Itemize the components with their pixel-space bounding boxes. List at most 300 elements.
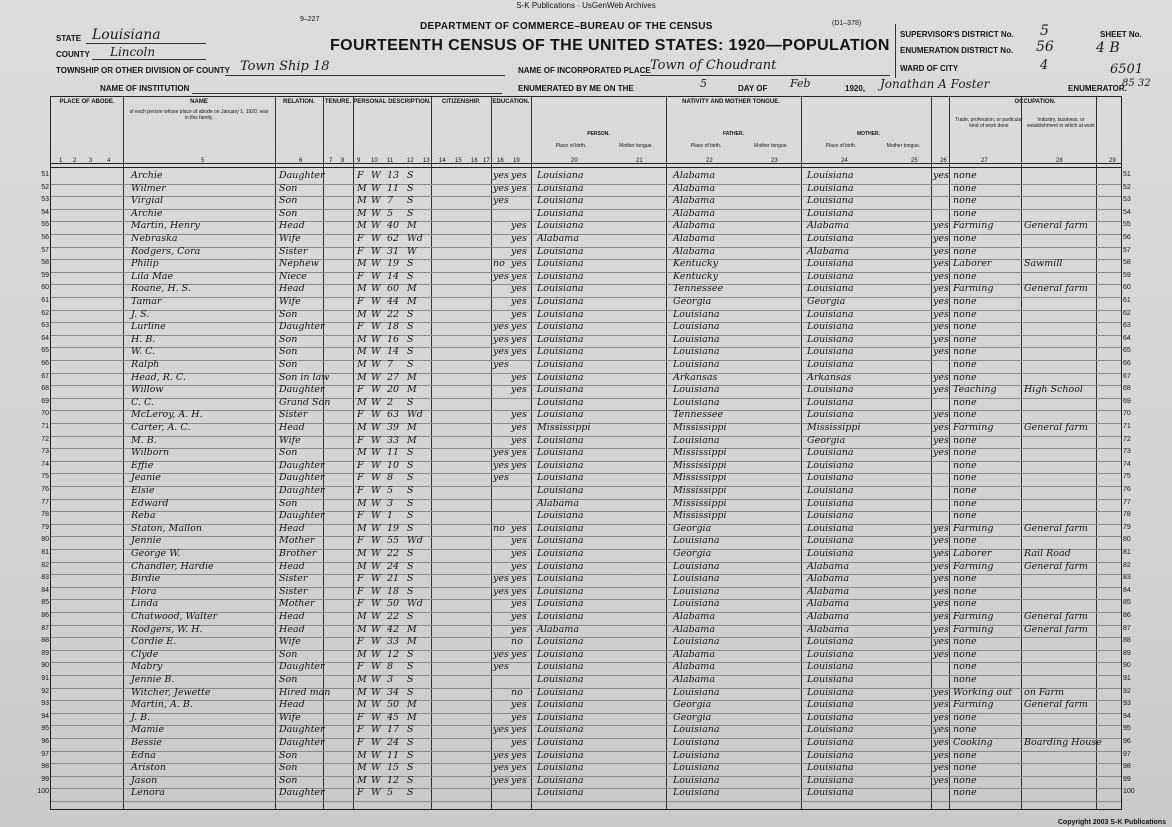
name-cell: Tamar bbox=[131, 296, 162, 307]
department-heading: DEPARTMENT OF COMMERCE–BUREAU OF THE CENSUS bbox=[420, 21, 713, 32]
sex-cell: F bbox=[357, 661, 364, 673]
mother-pob-header: Place of birth. bbox=[825, 143, 857, 149]
mother-birthplace-cell: Louisiana bbox=[807, 207, 854, 219]
birthplace-cell: Louisiana bbox=[537, 447, 584, 459]
relation-cell: Son bbox=[279, 749, 298, 761]
industry-cell: Boarding House bbox=[1024, 737, 1102, 748]
column-number: 15 bbox=[455, 158, 462, 164]
birthplace-cell: Louisiana bbox=[537, 258, 584, 270]
father-birthplace-cell: Kentucky bbox=[673, 270, 718, 282]
line-number: 69 bbox=[41, 397, 49, 405]
father-birthplace-cell: Louisiana bbox=[673, 787, 720, 799]
line-number-right: 67 bbox=[1123, 372, 1131, 380]
marital-cell: S bbox=[407, 497, 414, 509]
father-birthplace-cell: Alabama bbox=[673, 674, 715, 685]
race-cell: W bbox=[371, 535, 381, 547]
line-number: 55 bbox=[41, 221, 49, 229]
read-cell: yes bbox=[511, 283, 527, 295]
birthplace-cell: Louisiana bbox=[537, 472, 584, 484]
relation-cell: Head bbox=[279, 623, 305, 635]
relation-cell: Son bbox=[279, 333, 298, 345]
english-cell: yes bbox=[933, 724, 949, 736]
sex-cell: M bbox=[357, 447, 367, 459]
marital-cell: M bbox=[407, 434, 417, 446]
sex-cell: M bbox=[357, 220, 367, 232]
english-cell: yes bbox=[933, 321, 949, 333]
birthplace-cell: Louisiana bbox=[537, 195, 584, 207]
state-value: Louisiana bbox=[92, 27, 161, 43]
father-birthplace-cell: Louisiana bbox=[673, 560, 720, 572]
race-cell: W bbox=[371, 661, 381, 673]
read-cell: yes bbox=[511, 270, 527, 282]
occupation-cell: none bbox=[953, 648, 977, 660]
name-cell: Archie bbox=[131, 170, 163, 181]
line-number: 68 bbox=[41, 385, 49, 393]
occupation-cell: none bbox=[953, 573, 977, 585]
mother-birthplace-cell: Louisiana bbox=[807, 333, 854, 345]
name-cell: Lila Mae bbox=[131, 270, 174, 282]
relation-cell: Wife bbox=[279, 296, 301, 307]
occupation-cell: none bbox=[953, 359, 977, 370]
marital-cell: S bbox=[407, 686, 414, 698]
industry-cell: General farm bbox=[1024, 699, 1088, 711]
mother-birthplace-cell: Louisiana bbox=[807, 497, 854, 509]
age-cell: 12 bbox=[387, 648, 400, 660]
birthplace-cell: Louisiana bbox=[537, 270, 584, 282]
father-birthplace-cell: Mississippi bbox=[673, 485, 727, 496]
mother-birthplace-cell: Alabama bbox=[807, 245, 849, 257]
occupation-cell: none bbox=[953, 270, 977, 282]
relation-cell: Wife bbox=[279, 636, 301, 648]
age-cell: 19 bbox=[387, 522, 400, 534]
line-number: 98 bbox=[41, 763, 49, 771]
age-cell: 1 bbox=[387, 510, 394, 522]
occupation-cell: none bbox=[953, 170, 977, 181]
sex-cell: F bbox=[357, 598, 364, 610]
line-number-right: 66 bbox=[1123, 360, 1131, 367]
occupation-cell: Cooking bbox=[953, 737, 993, 748]
occupation-cell: none bbox=[953, 245, 977, 257]
marital-cell: S bbox=[407, 648, 414, 660]
read-cell: yes bbox=[511, 447, 527, 459]
marital-cell: S bbox=[407, 447, 414, 459]
father-birthplace-cell: Louisiana bbox=[673, 774, 720, 786]
line-number-right: 70 bbox=[1123, 410, 1131, 418]
english-cell: yes bbox=[933, 270, 949, 282]
birthplace-cell: Louisiana bbox=[537, 648, 584, 660]
father-tongue-header: Mother tongue. bbox=[754, 143, 788, 149]
sex-cell: F bbox=[357, 233, 364, 244]
sex-cell: M bbox=[357, 699, 367, 711]
birthplace-cell: Louisiana bbox=[537, 434, 584, 446]
relation-cell: Head bbox=[279, 522, 305, 534]
industry-cell: General farm bbox=[1024, 522, 1088, 534]
marital-cell: M bbox=[407, 296, 417, 307]
birthplace-cell: Louisiana bbox=[537, 396, 584, 408]
marital-cell: S bbox=[407, 724, 414, 736]
marital-cell: S bbox=[407, 762, 414, 774]
birthplace-cell: Louisiana bbox=[537, 573, 584, 585]
father-birthplace-cell: Mississippi bbox=[673, 497, 727, 509]
name-cell: Reba bbox=[131, 510, 156, 522]
mother-birthplace-cell: Louisiana bbox=[807, 270, 854, 282]
name-cell: Linda bbox=[131, 598, 159, 610]
occupation-cell: none bbox=[953, 346, 977, 358]
enumeration-label: ENUMERATION DISTRICT No. bbox=[900, 46, 1014, 55]
relation-cell: Mother bbox=[279, 598, 315, 610]
age-cell: 62 bbox=[387, 233, 400, 244]
mother-birthplace-cell: Mississippi bbox=[807, 422, 861, 433]
line-number-right: 64 bbox=[1123, 334, 1131, 342]
marital-cell: M bbox=[407, 711, 417, 723]
line-number: 88 bbox=[41, 637, 49, 645]
birthplace-cell: Alabama bbox=[537, 233, 579, 244]
institution-label: NAME OF INSTITUTION bbox=[100, 84, 190, 93]
line-number-right: 94 bbox=[1123, 712, 1131, 720]
name-subheader: of each person whose place of abode on January 1, 1920, was in this family. bbox=[129, 109, 269, 121]
name-cell: Clyde bbox=[131, 648, 159, 660]
year-label: 1920, bbox=[845, 84, 866, 93]
age-cell: 3 bbox=[387, 674, 394, 685]
sex-cell: F bbox=[357, 636, 364, 648]
enumerator-value: Jonathan A Foster bbox=[880, 77, 990, 91]
line-number: 82 bbox=[41, 561, 49, 569]
name-cell: Flora bbox=[131, 585, 157, 597]
birthplace-cell: Louisiana bbox=[537, 787, 584, 799]
line-number: 60 bbox=[41, 284, 49, 292]
marital-cell: S bbox=[407, 472, 414, 484]
relation-cell: Wife bbox=[279, 233, 301, 244]
race-cell: W bbox=[371, 510, 381, 522]
line-number-right: 87 bbox=[1123, 624, 1131, 632]
age-cell: 31 bbox=[387, 245, 400, 257]
marital-cell: S bbox=[407, 270, 414, 282]
marital-cell: S bbox=[407, 485, 414, 496]
name-cell: Virgial bbox=[131, 195, 164, 207]
school-cell: yes bbox=[493, 447, 509, 459]
line-number-right: 55 bbox=[1123, 221, 1131, 229]
marital-cell: S bbox=[407, 774, 414, 786]
father-birthplace-cell: Louisiana bbox=[673, 359, 720, 370]
sex-cell: F bbox=[357, 384, 364, 396]
occupation-cell: Laborer bbox=[953, 548, 992, 559]
name-cell: Birdie bbox=[131, 573, 161, 585]
race-cell: W bbox=[371, 270, 381, 282]
father-birthplace-cell: Louisiana bbox=[673, 384, 720, 396]
mother-birthplace-cell: Alabama bbox=[807, 560, 849, 572]
race-cell: W bbox=[371, 258, 381, 270]
race-cell: W bbox=[371, 699, 381, 711]
marital-cell: S bbox=[407, 560, 414, 572]
race-cell: W bbox=[371, 296, 381, 307]
mother-birthplace-cell: Louisiana bbox=[807, 409, 854, 421]
line-number-right: 80 bbox=[1123, 536, 1131, 544]
race-cell: W bbox=[371, 384, 381, 396]
birthplace-cell: Louisiana bbox=[537, 296, 584, 307]
age-cell: 21 bbox=[387, 573, 400, 585]
read-cell: yes bbox=[511, 384, 527, 396]
read-cell: yes bbox=[511, 737, 527, 748]
name-cell: Jennie B. bbox=[131, 674, 175, 685]
line-number: 78 bbox=[41, 511, 49, 519]
father-birthplace-cell: Georgia bbox=[673, 522, 712, 534]
sex-cell: M bbox=[357, 623, 367, 635]
race-cell: W bbox=[371, 396, 381, 408]
sheet-value: 4 B bbox=[1096, 40, 1120, 56]
name-cell: Chatwood, Walter bbox=[131, 611, 218, 622]
age-cell: 22 bbox=[387, 308, 400, 320]
mother-birthplace-cell: Louisiana bbox=[807, 548, 854, 559]
person-pob-header: Place of birth. bbox=[555, 143, 587, 149]
relation-cell: Son bbox=[279, 497, 298, 509]
column-number: 12 bbox=[407, 158, 414, 164]
mother-birthplace-cell: Louisiana bbox=[807, 661, 854, 673]
line-number-right: 62 bbox=[1123, 309, 1131, 317]
relation-header: RELATION. bbox=[283, 99, 315, 105]
county-underline bbox=[92, 59, 206, 60]
read-cell: yes bbox=[511, 548, 527, 559]
read-cell: yes bbox=[511, 749, 527, 761]
read-cell: yes bbox=[511, 346, 527, 358]
occupation-cell: Farming bbox=[953, 522, 994, 534]
occupation-cell: Farming bbox=[953, 623, 994, 635]
race-cell: W bbox=[371, 611, 381, 622]
line-number: 71 bbox=[41, 423, 49, 430]
english-cell: yes bbox=[933, 434, 949, 446]
race-cell: W bbox=[371, 409, 381, 421]
read-cell: yes bbox=[511, 699, 527, 711]
occupation-cell: none bbox=[953, 434, 977, 446]
copyright: Copyright 2003 S-K Publications bbox=[1057, 819, 1166, 826]
mother-birthplace-cell: Louisiana bbox=[807, 447, 854, 459]
birthplace-cell: Alabama bbox=[537, 623, 579, 635]
occupation-cell: Farming bbox=[953, 611, 994, 622]
supervisor-value: 5 bbox=[1040, 23, 1049, 39]
father-birthplace-cell: Louisiana bbox=[673, 762, 720, 774]
name-cell: Martin, A. B. bbox=[131, 699, 193, 711]
column-number: 10 bbox=[371, 158, 378, 164]
relation-cell: Head bbox=[279, 699, 305, 711]
line-number: 52 bbox=[41, 183, 49, 191]
occupation-cell: Working out bbox=[953, 686, 1013, 698]
line-number-right: 86 bbox=[1123, 612, 1131, 619]
read-cell: yes bbox=[511, 422, 527, 433]
birthplace-cell: Louisiana bbox=[537, 510, 584, 522]
occupation-cell: none bbox=[953, 711, 977, 723]
race-cell: W bbox=[371, 220, 381, 232]
line-number-right: 72 bbox=[1123, 435, 1131, 443]
mother-birthplace-cell: Louisiana bbox=[807, 321, 854, 333]
mother-tongue-header: Mother tongue. bbox=[886, 143, 921, 149]
marital-cell: S bbox=[407, 737, 414, 748]
line-number-right: 83 bbox=[1123, 574, 1131, 582]
read-cell: yes bbox=[511, 245, 527, 257]
age-cell: 11 bbox=[387, 447, 400, 459]
relation-cell: Niece bbox=[279, 270, 307, 282]
marital-cell: Wd bbox=[407, 598, 423, 610]
race-cell: W bbox=[371, 333, 381, 345]
page-title: FOURTEENTH CENSUS OF THE UNITED STATES: 1920—POPULATION bbox=[330, 37, 890, 54]
school-cell: yes bbox=[493, 749, 509, 761]
father-birthplace-cell: Alabama bbox=[673, 623, 715, 635]
marital-cell: M bbox=[407, 623, 417, 635]
mother-birthplace-cell: Louisiana bbox=[807, 699, 854, 711]
race-cell: W bbox=[371, 283, 381, 295]
name-cell: Nebraska bbox=[131, 233, 178, 244]
incorporated-underline bbox=[640, 75, 890, 76]
birthplace-cell: Louisiana bbox=[537, 699, 584, 711]
line-number-right: 53 bbox=[1123, 196, 1131, 204]
industry-cell: High School bbox=[1024, 384, 1083, 396]
occupation-cell: none bbox=[953, 472, 977, 484]
line-number: 53 bbox=[41, 196, 49, 204]
line-number: 74 bbox=[41, 460, 49, 468]
father-birthplace-cell: Mississippi bbox=[673, 472, 727, 484]
read-cell: yes bbox=[511, 598, 527, 610]
mother-birthplace-cell: Louisiana bbox=[807, 195, 854, 207]
age-cell: 15 bbox=[387, 762, 400, 774]
father-birthplace-cell: Mississippi bbox=[673, 459, 727, 471]
line-number-right: 51 bbox=[1123, 171, 1131, 178]
sex-cell: F bbox=[357, 296, 364, 307]
relation-cell: Daughter bbox=[279, 724, 325, 736]
father-birthplace-cell: Georgia bbox=[673, 296, 712, 307]
enumerated-label: ENUMERATED BY ME ON THE bbox=[518, 84, 634, 93]
sex-cell: M bbox=[357, 686, 367, 698]
industry-cell: Rail Road bbox=[1024, 548, 1071, 559]
name-cell: Edward bbox=[131, 497, 169, 509]
race-cell: W bbox=[371, 182, 381, 194]
mother-birthplace-cell: Louisiana bbox=[807, 283, 854, 295]
occupation-cell: none bbox=[953, 333, 977, 345]
father-birthplace-cell: Louisiana bbox=[673, 308, 720, 320]
nativity-header: NATIVITY AND MOTHER TONGUE. bbox=[682, 99, 780, 105]
marital-cell: S bbox=[407, 333, 414, 345]
occupation-cell: none bbox=[953, 510, 977, 522]
line-number: 73 bbox=[41, 448, 49, 456]
line-number-right: 97 bbox=[1123, 750, 1131, 758]
birthplace-cell: Louisiana bbox=[537, 560, 584, 572]
marital-cell: S bbox=[407, 510, 414, 522]
mother-birthplace-cell: Louisiana bbox=[807, 762, 854, 774]
english-cell: yes bbox=[933, 283, 949, 295]
age-cell: 33 bbox=[387, 434, 400, 446]
column-numbers bbox=[51, 159, 1121, 168]
column-number: 8 bbox=[341, 158, 345, 164]
sex-cell: F bbox=[357, 737, 364, 748]
name-cell: Elsie bbox=[131, 485, 155, 496]
english-cell: yes bbox=[933, 308, 949, 320]
occupation-cell: none bbox=[953, 535, 977, 547]
place-of-abode-header: PLACE OF ABODE. bbox=[59, 99, 115, 105]
race-cell: W bbox=[371, 233, 381, 244]
relation-cell: Daughter bbox=[279, 472, 325, 484]
age-cell: 34 bbox=[387, 686, 400, 698]
birthplace-cell: Louisiana bbox=[537, 548, 584, 559]
age-cell: 63 bbox=[387, 409, 400, 421]
occupation-cell: none bbox=[953, 674, 977, 685]
line-number-right: 84 bbox=[1123, 586, 1131, 594]
line-number-right: 65 bbox=[1123, 347, 1131, 355]
line-number: 95 bbox=[41, 725, 49, 733]
race-cell: W bbox=[371, 737, 381, 748]
age-cell: 44 bbox=[387, 296, 400, 307]
relation-cell: Daughter bbox=[279, 510, 325, 522]
sex-cell: M bbox=[357, 674, 367, 685]
mother-birthplace-cell: Louisiana bbox=[807, 182, 854, 194]
name-cell: H. B. bbox=[131, 333, 156, 345]
marital-cell: M bbox=[407, 283, 417, 295]
english-cell: yes bbox=[933, 762, 949, 774]
sex-cell: M bbox=[357, 195, 367, 207]
father-birthplace-cell: Alabama bbox=[673, 220, 715, 232]
read-cell: yes bbox=[511, 611, 527, 622]
race-cell: W bbox=[371, 497, 381, 509]
occupation-cell: none bbox=[953, 296, 977, 307]
age-cell: 14 bbox=[387, 346, 400, 358]
english-cell: yes bbox=[933, 447, 949, 459]
read-cell: yes bbox=[511, 623, 527, 635]
marital-cell: S bbox=[407, 522, 414, 534]
birthplace-cell: Louisiana bbox=[537, 333, 584, 345]
read-cell: yes bbox=[511, 724, 527, 736]
enumerator-number: 85 32 bbox=[1122, 78, 1151, 89]
line-number: 100 bbox=[37, 788, 49, 796]
mother-birthplace-cell: Louisiana bbox=[807, 346, 854, 358]
father-birthplace-cell: Alabama bbox=[673, 195, 715, 207]
mother-birthplace-cell: Georgia bbox=[807, 296, 846, 307]
marital-cell: M bbox=[407, 422, 417, 433]
race-cell: W bbox=[371, 573, 381, 585]
enumeration-value: 56 bbox=[1036, 39, 1054, 55]
occupation-cell: Farming bbox=[953, 422, 994, 433]
mother-birthplace-cell: Louisiana bbox=[807, 724, 854, 736]
read-cell: yes bbox=[511, 371, 527, 383]
race-cell: W bbox=[371, 359, 381, 370]
line-number-right: 68 bbox=[1123, 385, 1131, 393]
school-cell: yes bbox=[493, 346, 509, 358]
column-number: 6 bbox=[299, 158, 303, 164]
day-label: DAY OF bbox=[738, 84, 768, 93]
read-cell: yes bbox=[511, 522, 527, 534]
column-number: 5 bbox=[201, 158, 205, 164]
english-cell: yes bbox=[933, 699, 949, 711]
birthplace-cell: Louisiana bbox=[537, 283, 584, 295]
line-number: 61 bbox=[41, 297, 49, 304]
read-cell: yes bbox=[511, 585, 527, 597]
relation-cell: Daughter bbox=[279, 170, 325, 181]
line-number: 96 bbox=[41, 738, 49, 745]
marital-cell: S bbox=[407, 611, 414, 622]
incorporated-value: Town of Choudrant bbox=[650, 58, 777, 73]
line-number-right: 54 bbox=[1123, 208, 1131, 216]
name-cell: W. C. bbox=[131, 346, 156, 358]
mother-birthplace-cell: Louisiana bbox=[807, 308, 854, 320]
relation-cell: Son bbox=[279, 762, 298, 774]
father-birthplace-cell: Louisiana bbox=[673, 598, 720, 610]
relation-cell: Son bbox=[279, 182, 298, 194]
relation-cell: Son bbox=[279, 447, 298, 459]
occupation-cell: Farming bbox=[953, 699, 994, 711]
father-pob-header: Place of birth. bbox=[690, 143, 722, 149]
marital-cell: S bbox=[407, 207, 414, 219]
mother-birthplace-cell: Louisiana bbox=[807, 711, 854, 723]
school-cell: yes bbox=[493, 182, 509, 194]
township-underline bbox=[225, 75, 505, 76]
school-cell: yes bbox=[493, 661, 509, 673]
read-cell: yes bbox=[511, 762, 527, 774]
birthplace-cell: Louisiana bbox=[537, 737, 584, 748]
